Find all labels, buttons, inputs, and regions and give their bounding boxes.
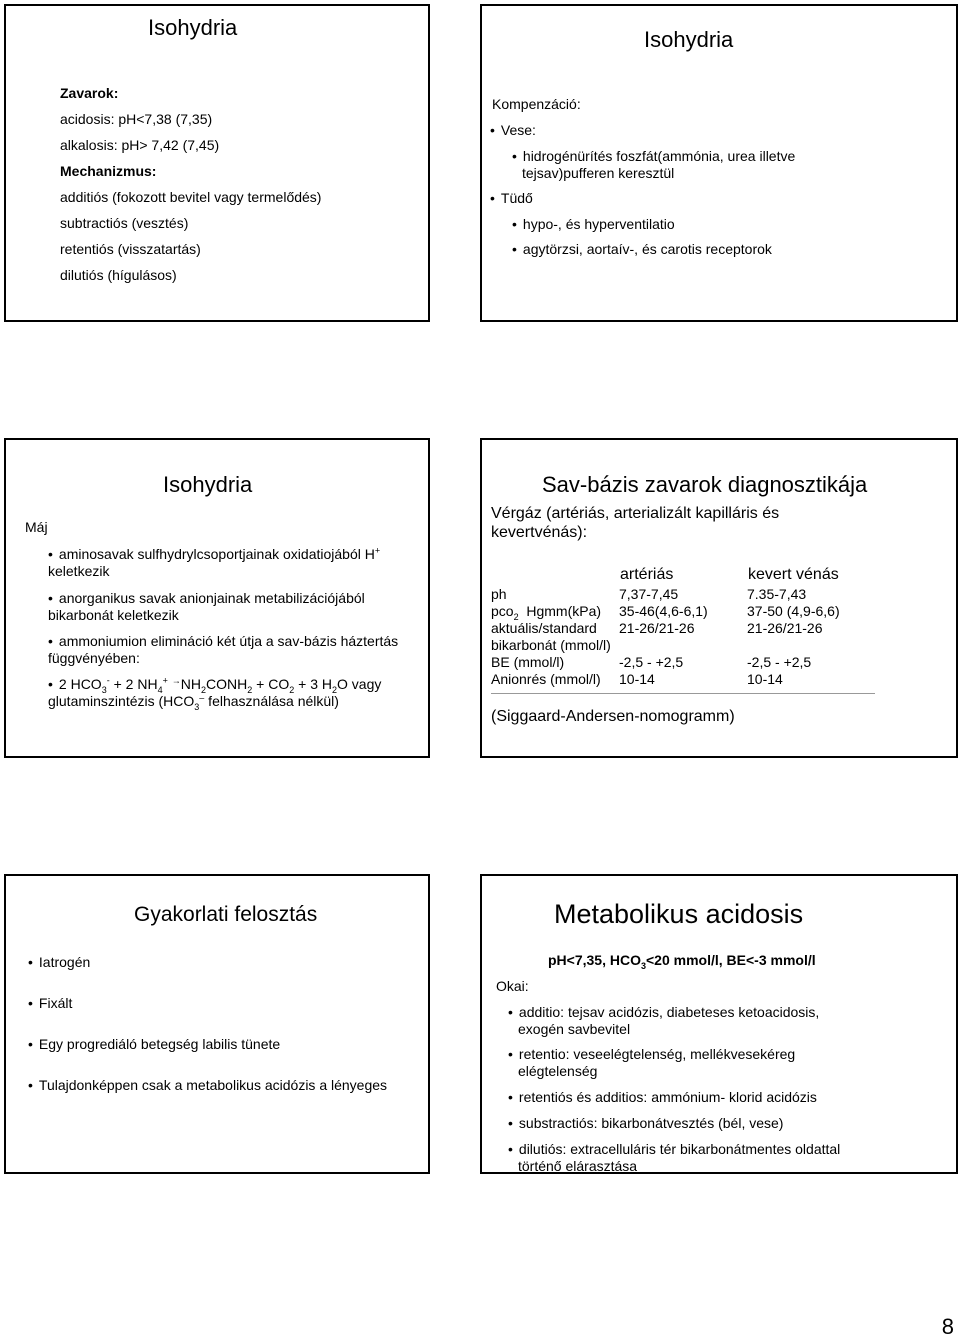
- slide-1-line: Zavarok:: [60, 85, 119, 101]
- b2-line-1: • anorganikus savak anionjainak metabilizációjából: [48, 590, 365, 607]
- venous-value: 37-50 (4,9-6,6): [747, 603, 840, 619]
- vese-bullet: • Vese:: [490, 122, 536, 139]
- table-row: [491, 637, 840, 654]
- row-label: pco$_2$ Hgmm(kPa): [491, 603, 602, 622]
- slide-1: [4, 4, 430, 322]
- divider: [491, 693, 875, 694]
- slide-2: [480, 4, 958, 322]
- intro-line-1: Vérgáz (artériás, arterializált kapilláris és: [491, 505, 780, 522]
- slide-1-line: Mechanizmus:: [60, 163, 157, 179]
- intro-line-2: kevertvénás):: [491, 524, 588, 541]
- cause-item-line: • retentiós és additios: ammónium- klorid acidózis: [508, 1089, 817, 1106]
- slide-4-title: Sav-bázis zavarok diagnosztikája: [542, 472, 868, 497]
- cause-item-line: exogén savbevitel: [518, 1021, 631, 1037]
- slide-1-line: additiós (fokozott bevitel vagy termelődés): [60, 189, 322, 205]
- equation-line-1: • 2 $HCO_3^- + 2$ $NH_4^+$ $^\to NH_2CONH_2 + CO_2 + 3$ $H_2O$ vagy: [48, 676, 381, 693]
- equation-line-2: glutaminszintézis ($HCO_3^-$ felhasználása nélkül): [48, 692, 339, 712]
- slide-3-title: Isohydria: [163, 472, 253, 497]
- row-label: Anionrés (mmol/l): [491, 671, 601, 687]
- blood-gas-table: [491, 586, 840, 688]
- slide-4: [480, 438, 958, 758]
- table-row: [491, 620, 840, 637]
- b1-line-2: keletkezik: [48, 563, 110, 579]
- venous-value: 7.35-7,43: [747, 586, 807, 602]
- table-row: [491, 586, 840, 603]
- row-label: aktuális/standard: [491, 620, 597, 636]
- slide-1-title: Isohydria: [148, 15, 238, 40]
- cause-item-line: elégtelenség: [518, 1063, 598, 1079]
- compensation-heading: Kompenzáció:: [492, 96, 581, 112]
- b3-line-2: függvényében:: [48, 650, 140, 666]
- slide-5: [4, 874, 430, 1174]
- b1-line-1: • aminosavak sulfhydrylcsoportjainak oxidatiojából H+: [48, 546, 380, 563]
- slide-1-line: dilutiós (hígulásos): [60, 267, 177, 283]
- b2-line-2: bikarbonát keletkezik: [48, 607, 179, 623]
- slide-2-title: Isohydria: [644, 27, 734, 52]
- slide-1-line: alkalosis: pH> 7,42 (7,45): [60, 137, 220, 153]
- arterial-value: 21-26/21-26: [619, 620, 695, 636]
- reaction-arrow-icon: →: [171, 675, 181, 686]
- nomogram-note: (Siggaard-Andersen-nomogramm): [491, 708, 735, 725]
- cause-item-line: • additio: tejsav acidózis, diabeteses ketoacidosis,: [508, 1004, 819, 1021]
- arterial-value: 7,37-7,45: [619, 586, 679, 602]
- page-number: 8: [941, 1314, 954, 1339]
- col-header-venous: kevert vénás: [748, 566, 839, 583]
- ph-criteria: pH<7,35, $HCO_3<20$ mmol/l, BE<-3 mmol/l: [548, 952, 816, 971]
- slide-6-title: Metabolikus acidosis: [554, 899, 804, 929]
- tudo-bullet: • Tüdő: [490, 190, 533, 207]
- venous-value: -2,5 - +2,5: [747, 654, 812, 670]
- type-item-1: • Iatrogén: [28, 954, 90, 971]
- slide-1-line: subtractiós (vesztés): [60, 215, 189, 231]
- b3-line-1: • ammoniumion elimináció két útja a sav-bázis háztertás: [48, 633, 398, 650]
- table-row: [491, 671, 840, 688]
- col-header-arterial: artériás: [620, 566, 674, 583]
- vese-item-line-2: tejsav)pufferen keresztül: [522, 165, 675, 181]
- type-item-2: • Fixált: [28, 995, 72, 1012]
- okai-label: Okai:: [496, 978, 529, 994]
- tudo-item-2: • agytörzsi, aortaív-, és carotis receptorok: [512, 241, 772, 258]
- slide-6: [480, 874, 958, 1174]
- arterial-value: -2,5 - +2,5: [619, 654, 684, 670]
- venous-value: 21-26/21-26: [747, 620, 823, 636]
- cause-item-line: történő elárasztása: [518, 1158, 638, 1174]
- arterial-value: 35-46(4,6-6,1): [619, 603, 708, 619]
- table-row: [491, 654, 840, 671]
- slide-1-line: acidosis: pH<7,38 (7,35): [60, 111, 213, 127]
- venous-value: 10-14: [747, 671, 783, 687]
- venous-value: [747, 637, 840, 654]
- slide-3: [4, 438, 430, 758]
- type-item-4: • Tulajdonképpen csak a metabolikus acidózis a lényeges: [28, 1077, 387, 1094]
- vese-item-line-1: • hidrogénürítés foszfát(ammónia, urea illetve: [512, 148, 795, 165]
- type-item-3: • Egy progrediáló betegség labilis tünete: [28, 1036, 280, 1053]
- maj-label: Máj: [25, 519, 48, 535]
- tudo-item-1: • hypo-, és hyperventilatio: [512, 216, 675, 233]
- cause-item-line: • dilutiós: extracelluláris tér bikarbonátmentes oldattal: [508, 1141, 840, 1158]
- row-label: BE (mmol/l): [491, 654, 565, 670]
- arterial-value: [619, 637, 747, 654]
- slide-1-line: retentiós (visszatartás): [60, 241, 201, 257]
- slide-5-title: Gyakorlati felosztás: [134, 903, 318, 926]
- row-label: bikarbonát (mmol/l): [491, 637, 611, 653]
- table-row: [491, 603, 840, 620]
- row-label: ph: [491, 586, 507, 602]
- cause-item-line: • substractiós: bikarbonátvesztés (bél, vese): [508, 1115, 783, 1132]
- arterial-value: 10-14: [619, 671, 655, 687]
- cause-item-line: • retentio: veseelégtelenség, mellékvesekéreg: [508, 1046, 795, 1063]
